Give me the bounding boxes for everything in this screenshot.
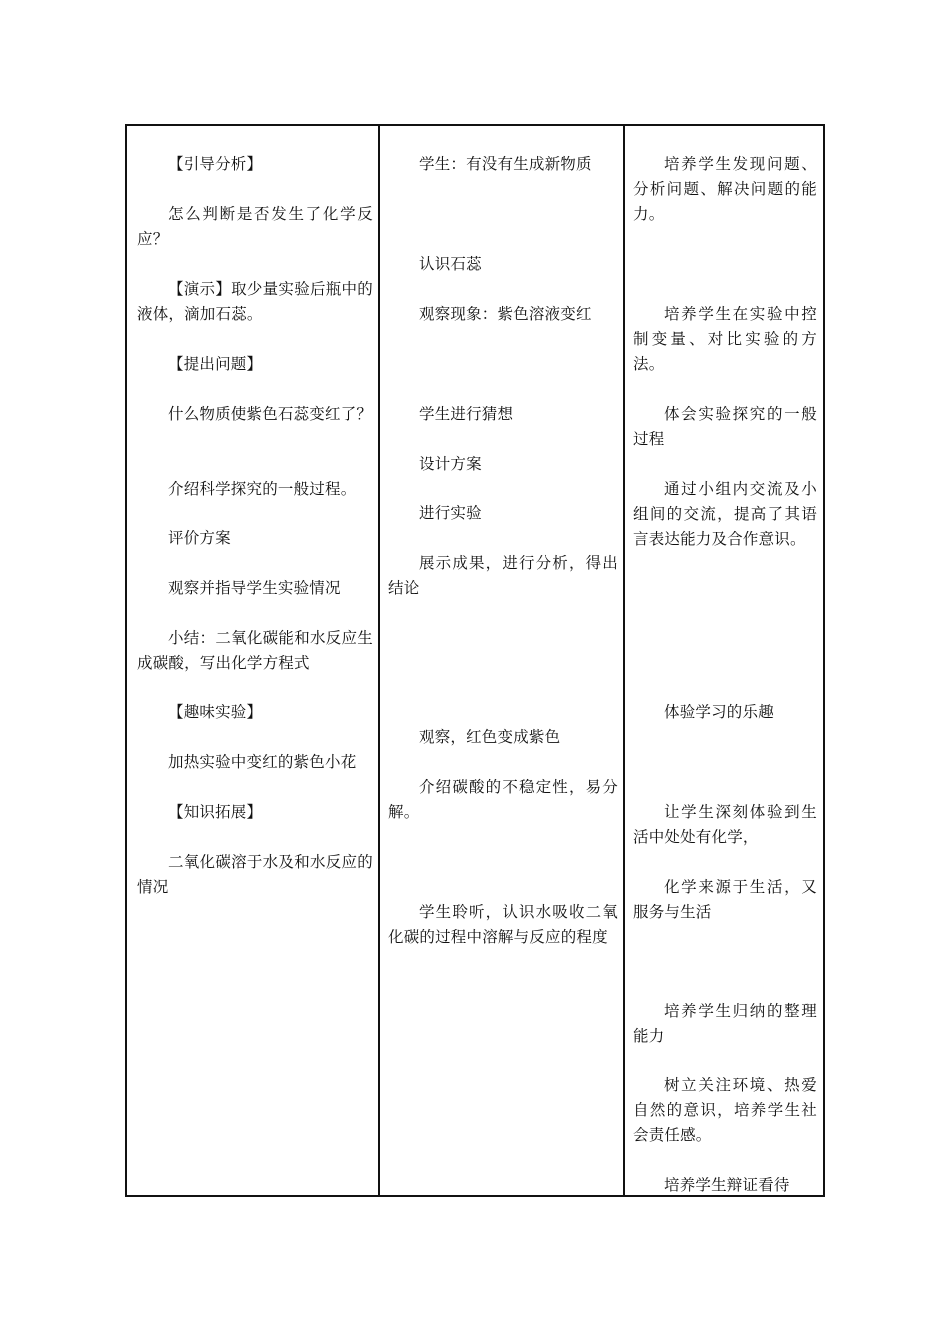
text-paragraph: 展示成果，进行分析，得出结论 — [388, 554, 618, 597]
text-paragraph: 怎么判断是否发生了化学反应？ — [137, 205, 373, 248]
text-paragraph: 【趣味实验】 — [168, 703, 263, 721]
column-divider — [623, 126, 625, 1195]
teacher-activity-column — [137, 126, 373, 1195]
text-paragraph: 观察，红色变成紫色 — [419, 728, 561, 746]
text-paragraph: 培养学生归纳的整理能力 — [633, 1002, 817, 1045]
text-paragraph: 学生聆听，认识水吸收二氧化碳的过程中溶解与反应的程度 — [388, 903, 618, 946]
lesson-plan-table — [125, 124, 825, 1197]
text-paragraph: 化学来源于生活，又服务与生活 — [633, 878, 817, 921]
text-paragraph: 介绍科学探究的一般过程。 — [168, 480, 357, 498]
student-activity-column — [388, 126, 618, 1195]
text-paragraph: 【提出问题】 — [168, 355, 263, 373]
design-intent-column — [633, 126, 817, 1195]
text-paragraph: 培养学生发现问题、分析问题、解决问题的能力。 — [633, 155, 817, 223]
text-paragraph: 【演示】取少量实验后瓶中的液体，滴加石蕊。 — [137, 280, 373, 323]
text-paragraph: 体验学习的乐趣 — [664, 703, 774, 721]
text-paragraph: 【知识拓展】 — [168, 803, 263, 821]
text-paragraph: 评价方案 — [168, 529, 231, 547]
text-paragraph: 什么物质使紫色石蕊变红了？ — [168, 405, 373, 423]
text-paragraph: 小结：二氧化碳能和水反应生成碳酸，写出化学方程式 — [137, 629, 373, 672]
text-paragraph: 观察现象：紫色溶液变红 — [419, 305, 592, 323]
text-paragraph: 加热实验中变红的紫色小花 — [168, 753, 357, 771]
text-paragraph: 培养学生在实验中控制变量、对比实验的方法。 — [633, 305, 817, 373]
text-paragraph: 通过小组内交流及小组间的交流，提高了其语言表达能力及合作意识。 — [633, 480, 817, 548]
text-paragraph: 观察并指导学生实验情况 — [168, 579, 341, 597]
text-paragraph: 认识石蕊 — [419, 255, 482, 273]
text-paragraph: 介绍碳酸的不稳定性，易分解。 — [388, 778, 618, 821]
column-divider — [378, 126, 380, 1195]
text-paragraph: 体会实验探究的一般过程 — [633, 405, 817, 448]
text-paragraph: 让学生深刻体验到生活中处处有化学， — [633, 803, 817, 846]
text-paragraph: 进行实验 — [419, 504, 482, 522]
text-paragraph: 学生：有没有生成新物质 — [419, 155, 592, 173]
text-paragraph: 设计方案 — [419, 455, 482, 473]
text-paragraph: 【引导分析】 — [168, 155, 263, 173]
text-paragraph: 培养学生辩证看待 — [664, 1176, 790, 1194]
text-paragraph: 学生进行猜想 — [419, 405, 514, 423]
text-paragraph: 二氧化碳溶于水及和水反应的情况 — [137, 853, 373, 896]
text-paragraph: 树立关注环境、热爱自然的意识，培养学生社会责任感。 — [633, 1076, 817, 1144]
